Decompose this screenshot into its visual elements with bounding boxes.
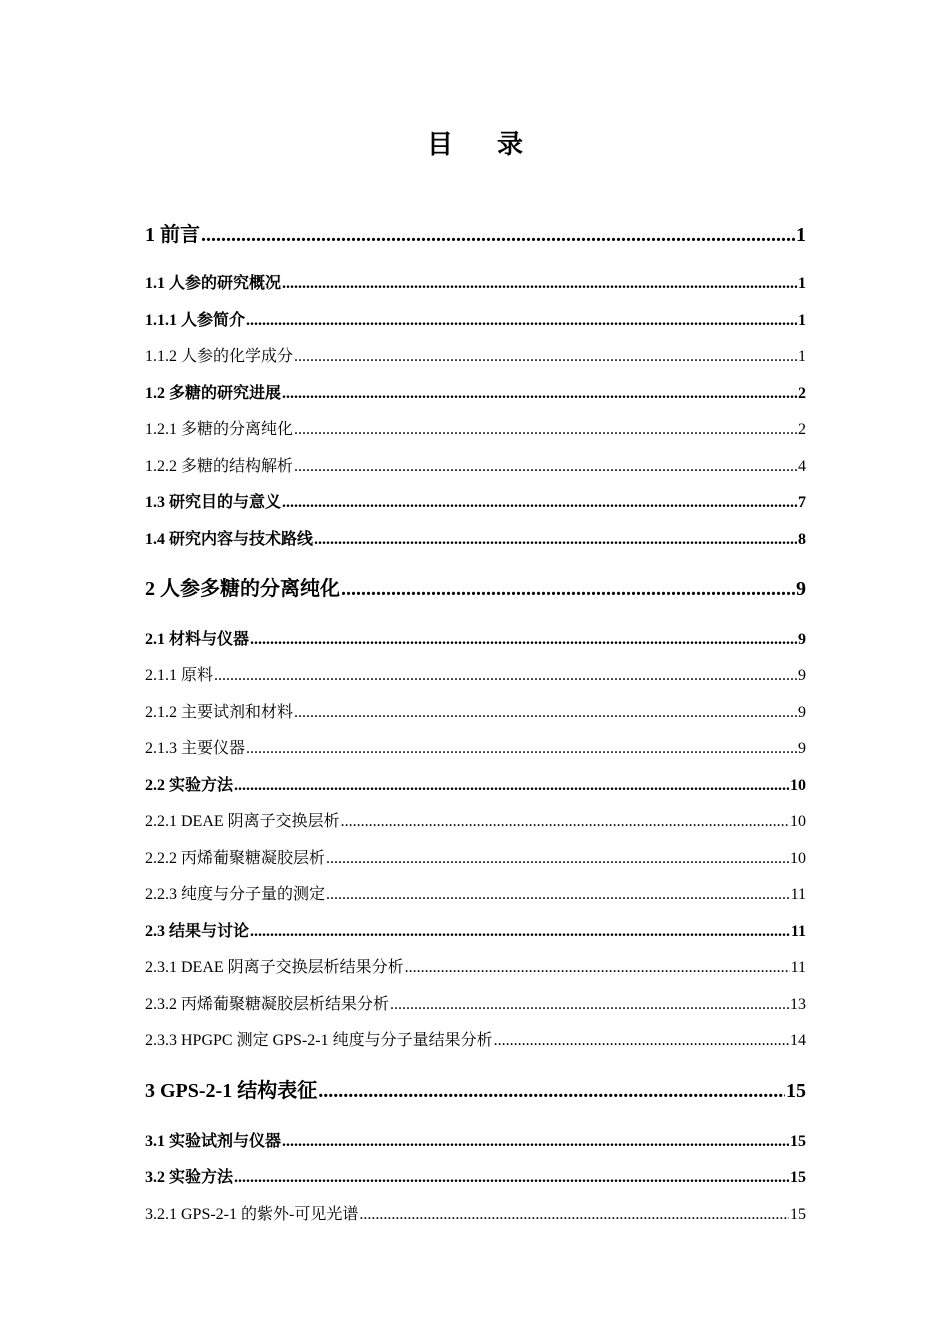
toc-leader-dots <box>326 886 790 904</box>
toc-entry-label: 2.3.3 HPGPC 测定 GPS-2-1 纯度与分子量结果分析 <box>145 1032 493 1049</box>
toc-entry-label: 2.3.1 DEAE 阴离子交换层析结果分析 <box>145 959 404 976</box>
toc-leader-dots <box>294 421 797 439</box>
toc-entry-label: 3.1 实验试剂与仪器 <box>145 1133 282 1150</box>
toc-entry[interactable] <box>145 845 806 868</box>
toc-entry[interactable] <box>145 1027 806 1050</box>
toc-entry-label: 1.1.2 人参的化学成分 <box>145 348 294 365</box>
toc-page-number: 2 <box>798 421 806 438</box>
toc-entry[interactable] <box>145 489 806 512</box>
toc-page-number: 15 <box>790 1169 806 1186</box>
toc-entry[interactable] <box>145 808 806 831</box>
toc-entry[interactable] <box>145 380 806 403</box>
toc-page-number: 1 <box>798 348 806 365</box>
toc-leader-dots <box>341 578 795 601</box>
toc-page-number: 1 <box>796 224 806 246</box>
toc-page-number: 14 <box>790 1032 806 1049</box>
toc-page-number: 4 <box>798 458 806 475</box>
toc-entry[interactable] <box>145 453 806 476</box>
toc-entry-label: 2.3 结果与讨论 <box>145 923 250 940</box>
toc-page-number: 10 <box>790 813 806 830</box>
toc-page-number: 1 <box>798 312 806 329</box>
toc-leader-dots <box>294 458 797 476</box>
title-char-left: 目 <box>426 130 453 159</box>
toc-entry[interactable] <box>145 416 806 439</box>
toc-leader-dots <box>250 631 797 649</box>
toc-entry[interactable] <box>145 954 806 977</box>
toc-entry[interactable] <box>145 526 806 549</box>
toc-entry-label: 2.2.1 DEAE 阴离子交换层析 <box>145 813 340 830</box>
toc-page-number: 9 <box>798 740 806 757</box>
toc-page-number: 11 <box>790 886 806 903</box>
toc-entry-label: 2.1 材料与仪器 <box>145 631 250 648</box>
toc-page-number: 11 <box>790 923 806 940</box>
toc-entry[interactable] <box>145 572 806 601</box>
toc-leader-dots <box>294 348 797 366</box>
toc-page-number: 10 <box>790 777 806 794</box>
toc-entry-label: 2.2.3 纯度与分子量的测定 <box>145 886 326 903</box>
toc-entry-label: 1.2.2 多糖的结构解析 <box>145 458 294 475</box>
toc-entry[interactable] <box>145 991 806 1014</box>
toc-entry-label: 1 前言 <box>145 224 200 246</box>
toc-entry-label: 1.2.1 多糖的分离纯化 <box>145 421 294 438</box>
toc-entry[interactable] <box>145 1201 806 1224</box>
toc-page-number: 9 <box>798 631 806 648</box>
toc-leader-dots <box>294 704 797 722</box>
toc-entry-label: 2.1.2 主要试剂和材料 <box>145 704 294 721</box>
toc-page-number: 9 <box>798 667 806 684</box>
toc-leader-dots <box>359 1206 789 1224</box>
page-title <box>0 124 950 161</box>
toc-leader-dots <box>326 850 789 868</box>
toc-entry[interactable] <box>145 218 806 247</box>
toc-leader-dots <box>282 494 797 512</box>
toc-entry-label: 1.1.1 人参简介 <box>145 312 246 329</box>
toc-leader-dots <box>234 1169 789 1187</box>
toc-entry[interactable] <box>145 1128 806 1151</box>
toc-page-number: 13 <box>790 996 806 1013</box>
toc-leader-dots <box>390 996 789 1014</box>
toc-leader-dots <box>201 224 795 247</box>
toc-entry[interactable] <box>145 699 806 722</box>
toc-entry[interactable] <box>145 343 806 366</box>
toc-page-number: 10 <box>790 850 806 867</box>
toc-entry[interactable] <box>145 662 806 685</box>
toc-leader-dots <box>246 312 797 330</box>
toc-leader-dots <box>314 531 797 549</box>
toc-leader-dots <box>250 923 790 941</box>
toc-entry-label: 3.2.1 GPS-2-1 的紫外-可见光谱 <box>145 1206 359 1223</box>
toc-entry[interactable] <box>145 626 806 649</box>
toc-entry-label: 2 人参多糖的分离纯化 <box>145 578 340 600</box>
toc-page-number: 15 <box>790 1206 806 1223</box>
toc-page-number: 9 <box>796 578 806 600</box>
toc-entry[interactable] <box>145 772 806 795</box>
toc-entry-label: 3.2 实验方法 <box>145 1169 234 1186</box>
toc-entry-label: 2.3.2 丙烯葡聚糖凝胶层析结果分析 <box>145 996 390 1013</box>
toc-leader-dots <box>282 1133 789 1151</box>
toc-entry-label: 2.1.3 主要仪器 <box>145 740 246 757</box>
toc-leader-dots <box>282 275 797 293</box>
toc-entry-label: 1.3 研究目的与意义 <box>145 494 282 511</box>
toc-entry-label: 2.2.2 丙烯葡聚糖凝胶层析 <box>145 850 326 867</box>
toc-page-number: 15 <box>790 1133 806 1150</box>
toc-entry-label: 1.4 研究内容与技术路线 <box>145 531 314 548</box>
toc-entry[interactable] <box>145 307 806 330</box>
toc-leader-dots <box>214 667 797 685</box>
toc-leader-dots <box>318 1080 785 1103</box>
toc-page-number: 7 <box>798 494 806 511</box>
title-char-right: 录 <box>497 130 524 159</box>
toc-leader-dots <box>494 1032 789 1050</box>
toc-entry[interactable] <box>145 735 806 758</box>
toc-leader-dots <box>282 385 797 403</box>
toc-entry-label: 3 GPS-2-1 结构表征 <box>145 1080 318 1102</box>
toc-page-number: 11 <box>790 959 806 976</box>
toc-entry[interactable] <box>145 1074 806 1103</box>
toc-entry[interactable] <box>145 918 806 941</box>
toc-leader-dots <box>341 813 789 831</box>
toc-page-number: 15 <box>786 1080 806 1102</box>
toc-entry-label: 2.2 实验方法 <box>145 777 234 794</box>
toc-leader-dots <box>246 740 797 758</box>
toc-entry[interactable] <box>145 1164 806 1187</box>
toc-entry-label: 1.1 人参的研究概况 <box>145 275 282 292</box>
toc-page-number: 2 <box>798 385 806 402</box>
toc-page-number: 9 <box>798 704 806 721</box>
toc-leader-dots <box>405 959 790 977</box>
toc-page-number: 1 <box>798 275 806 292</box>
toc-leader-dots <box>234 777 789 795</box>
toc-entry-label: 2.1.1 原料 <box>145 667 214 684</box>
toc-entry[interactable] <box>145 881 806 904</box>
toc-page-number: 8 <box>798 531 806 548</box>
toc-entry[interactable] <box>145 270 806 293</box>
toc-entry-label: 1.2 多糖的研究进展 <box>145 385 282 402</box>
